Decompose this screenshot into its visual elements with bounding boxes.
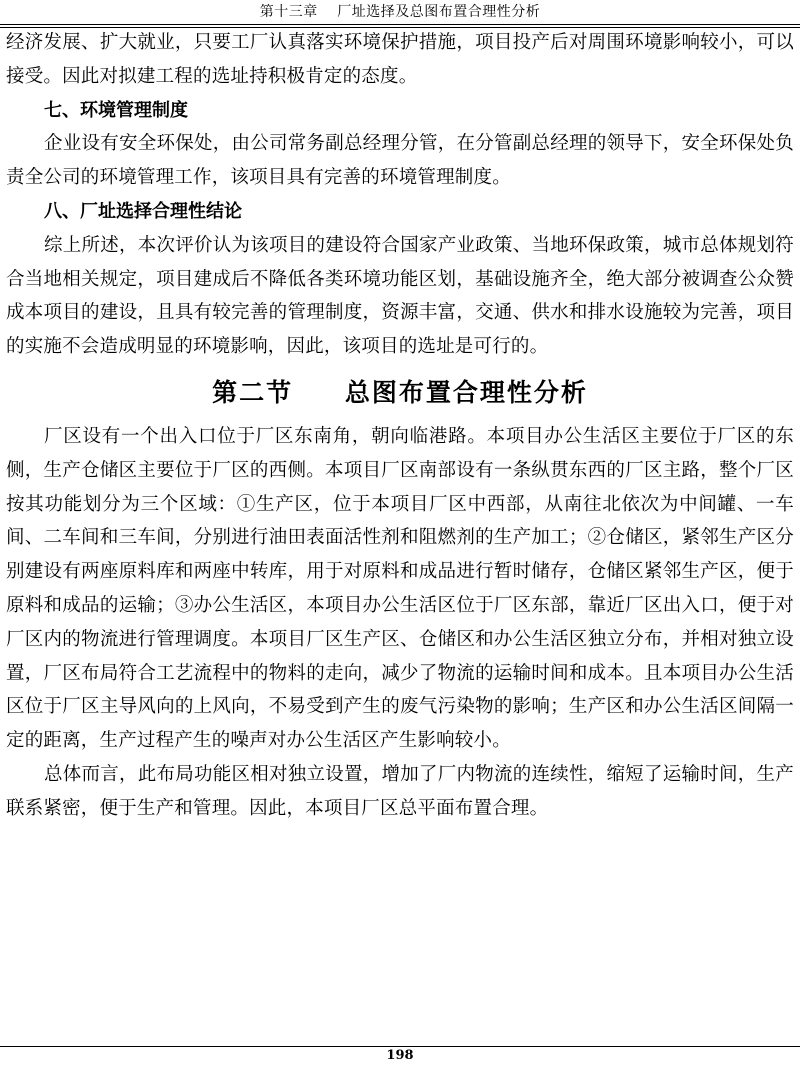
subheading-environment-management: 七、环境管理制度 <box>44 99 188 121</box>
section-title: 第二节 总图布置合理性分析 <box>212 377 588 407</box>
paragraph-continuation: 经济发展、扩大就业，只要工厂认真落实环境保护措施，项目投产后对周围环境影响较小，可以接受。因此对拟建工程的选址持积极肯定的态度。 <box>6 32 794 87</box>
paragraph-layout-summary: 总体而言，此布局功能区相对独立设置，增加了厂内物流的连续性，缩短了运输时间，生产联系紧密，便于生产和管理。因此，本项目厂区总平面布置合理。 <box>6 763 794 819</box>
chapter-title: 第十三章 厂址选择及总图布置合理性分析 <box>259 4 541 20</box>
page-number: 198 <box>386 1048 414 1063</box>
subheading-site-conclusion: 八、厂址选择合理性结论 <box>44 200 242 222</box>
paragraph-site-conclusion: 综上所述，本次评价认为该项目的建设符合国家产业政策、当地环保政策，城市总体规划符合当地相关规定，项目建成后不降低各类环境功能区划，基础设施齐全，绝大部分被调查公众赞成本项目的建设，且具有较完善的管理制度，资源丰富，交通、供水和排水设施较为完善，项目的实施不会造成明显的环境影响，因此，该项目的选址是可行的。 <box>6 234 794 358</box>
page-footer <box>0 1046 800 1065</box>
paragraph-layout-analysis: 厂区设有一个出入口位于厂区东南角，朝向临港路。本项目办公生活区主要位于厂区的东侧，生产仓储区主要位于厂区的西侧。本项目厂区南部设有一条纵贯东西的厂区主路，整个厂区按其功能划分为三个区域：①生产区，位于本项目厂区中西部，从南往北依次为中间罐、一车间、二车间和三车间，分别进行油田表面活性剂和阻燃剂的生产加工；②仓储区，紧邻生产区分别建设有两座原料库和两座中转库，用于对原料和成品进行暂时储存，仓储区紧邻生产区，便于原料和成品的运输；③办公生活区，本项目办公生活区位于厂区东部，靠近厂区出入口，便于对厂区内的物流进行管理调度。本项目厂区生产区、仓储区和办公生活区独立分布，并相对独立设置，厂区布局符合工艺流程中的物料的走向，减少了物流的运输时间和成本。且本项目办公生活区位于厂区主导风向的上风向，不易受到产生的废气污染物的影响；生产区和办公生活区间隔一定的距离，生产过程产生的噪声对办公生活区产生影响较小。 <box>6 425 794 752</box>
paragraph-environment-management: 企业设有安全环保处，由公司常务副总经理分管，在分管副总经理的领导下，安全环保处负责全公司的环境管理工作，该项目具有完善的环境管理制度。 <box>6 133 794 189</box>
page-header <box>0 0 800 25</box>
document-body <box>6 26 794 826</box>
